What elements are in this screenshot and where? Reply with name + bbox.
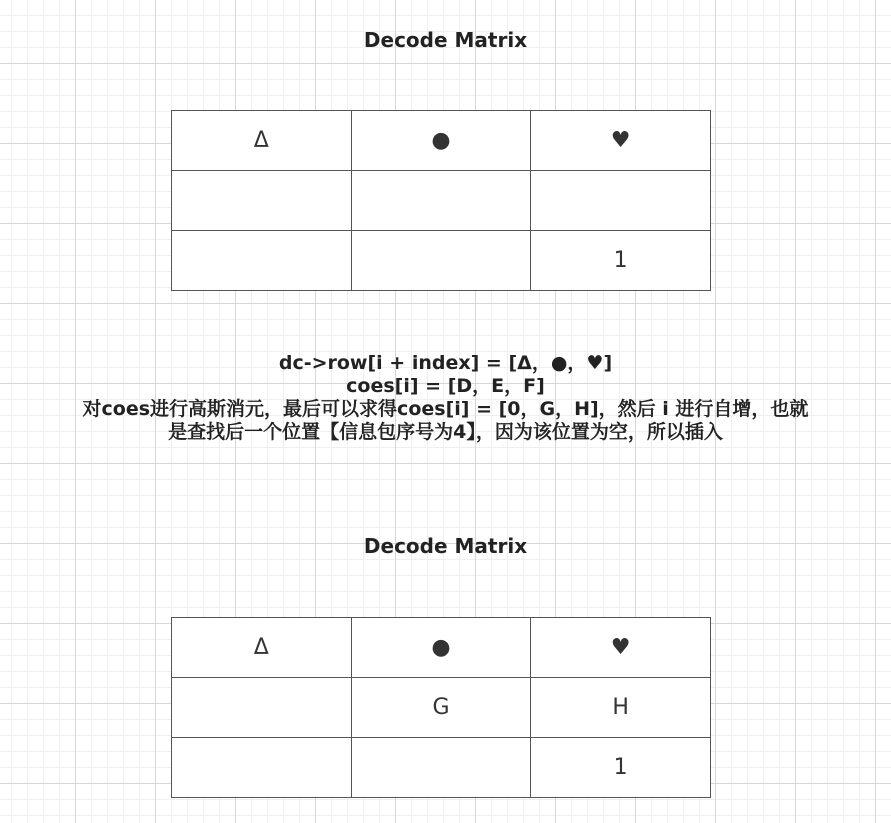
explanation-line: coes[i] = [D，E，F] [346,375,545,397]
matrix-cell [351,171,531,231]
explanation-line: 是查找后一个位置【信息包序号为4】，因为该位置为空，所以插入 [168,421,723,443]
matrix-cell [172,231,352,291]
matrix-row [172,618,711,678]
matrix-row [172,738,711,798]
matrix-title-1: Decode Matrix [363,28,528,52]
decode-matrix-2 [171,617,711,798]
matrix-cell: Δ [172,111,352,171]
matrix-cell: ♥ [531,618,711,678]
matrix-cell: 1 [531,231,711,291]
matrix-row [172,171,711,231]
matrix-row [172,678,711,738]
matrix-row [172,231,711,291]
matrix-cell [351,738,531,798]
explanation-text [0,352,891,444]
matrix-cell: ♥ [531,111,711,171]
matrix-cell: H [531,678,711,738]
matrix-cell [172,678,352,738]
matrix-cell [351,231,531,291]
matrix-cell [531,171,711,231]
explanation-line: 对coes进行高斯消元，最后可以求得coes[i] = [0，G，H]，然后 i 进行自增，也就 [82,398,809,420]
matrix-cell: Δ [172,618,352,678]
matrix-cell: ● [351,111,531,171]
explanation-line: dc->row[i + index] = [Δ，●，♥] [278,352,613,374]
matrix-cell [172,171,352,231]
matrix-cell: G [351,678,531,738]
matrix-cell: 1 [531,738,711,798]
matrix-cell [172,738,352,798]
matrix-cell: ● [351,618,531,678]
matrix-row [172,111,711,171]
decode-matrix-1 [171,110,711,291]
matrix-title-2: Decode Matrix [363,534,528,558]
